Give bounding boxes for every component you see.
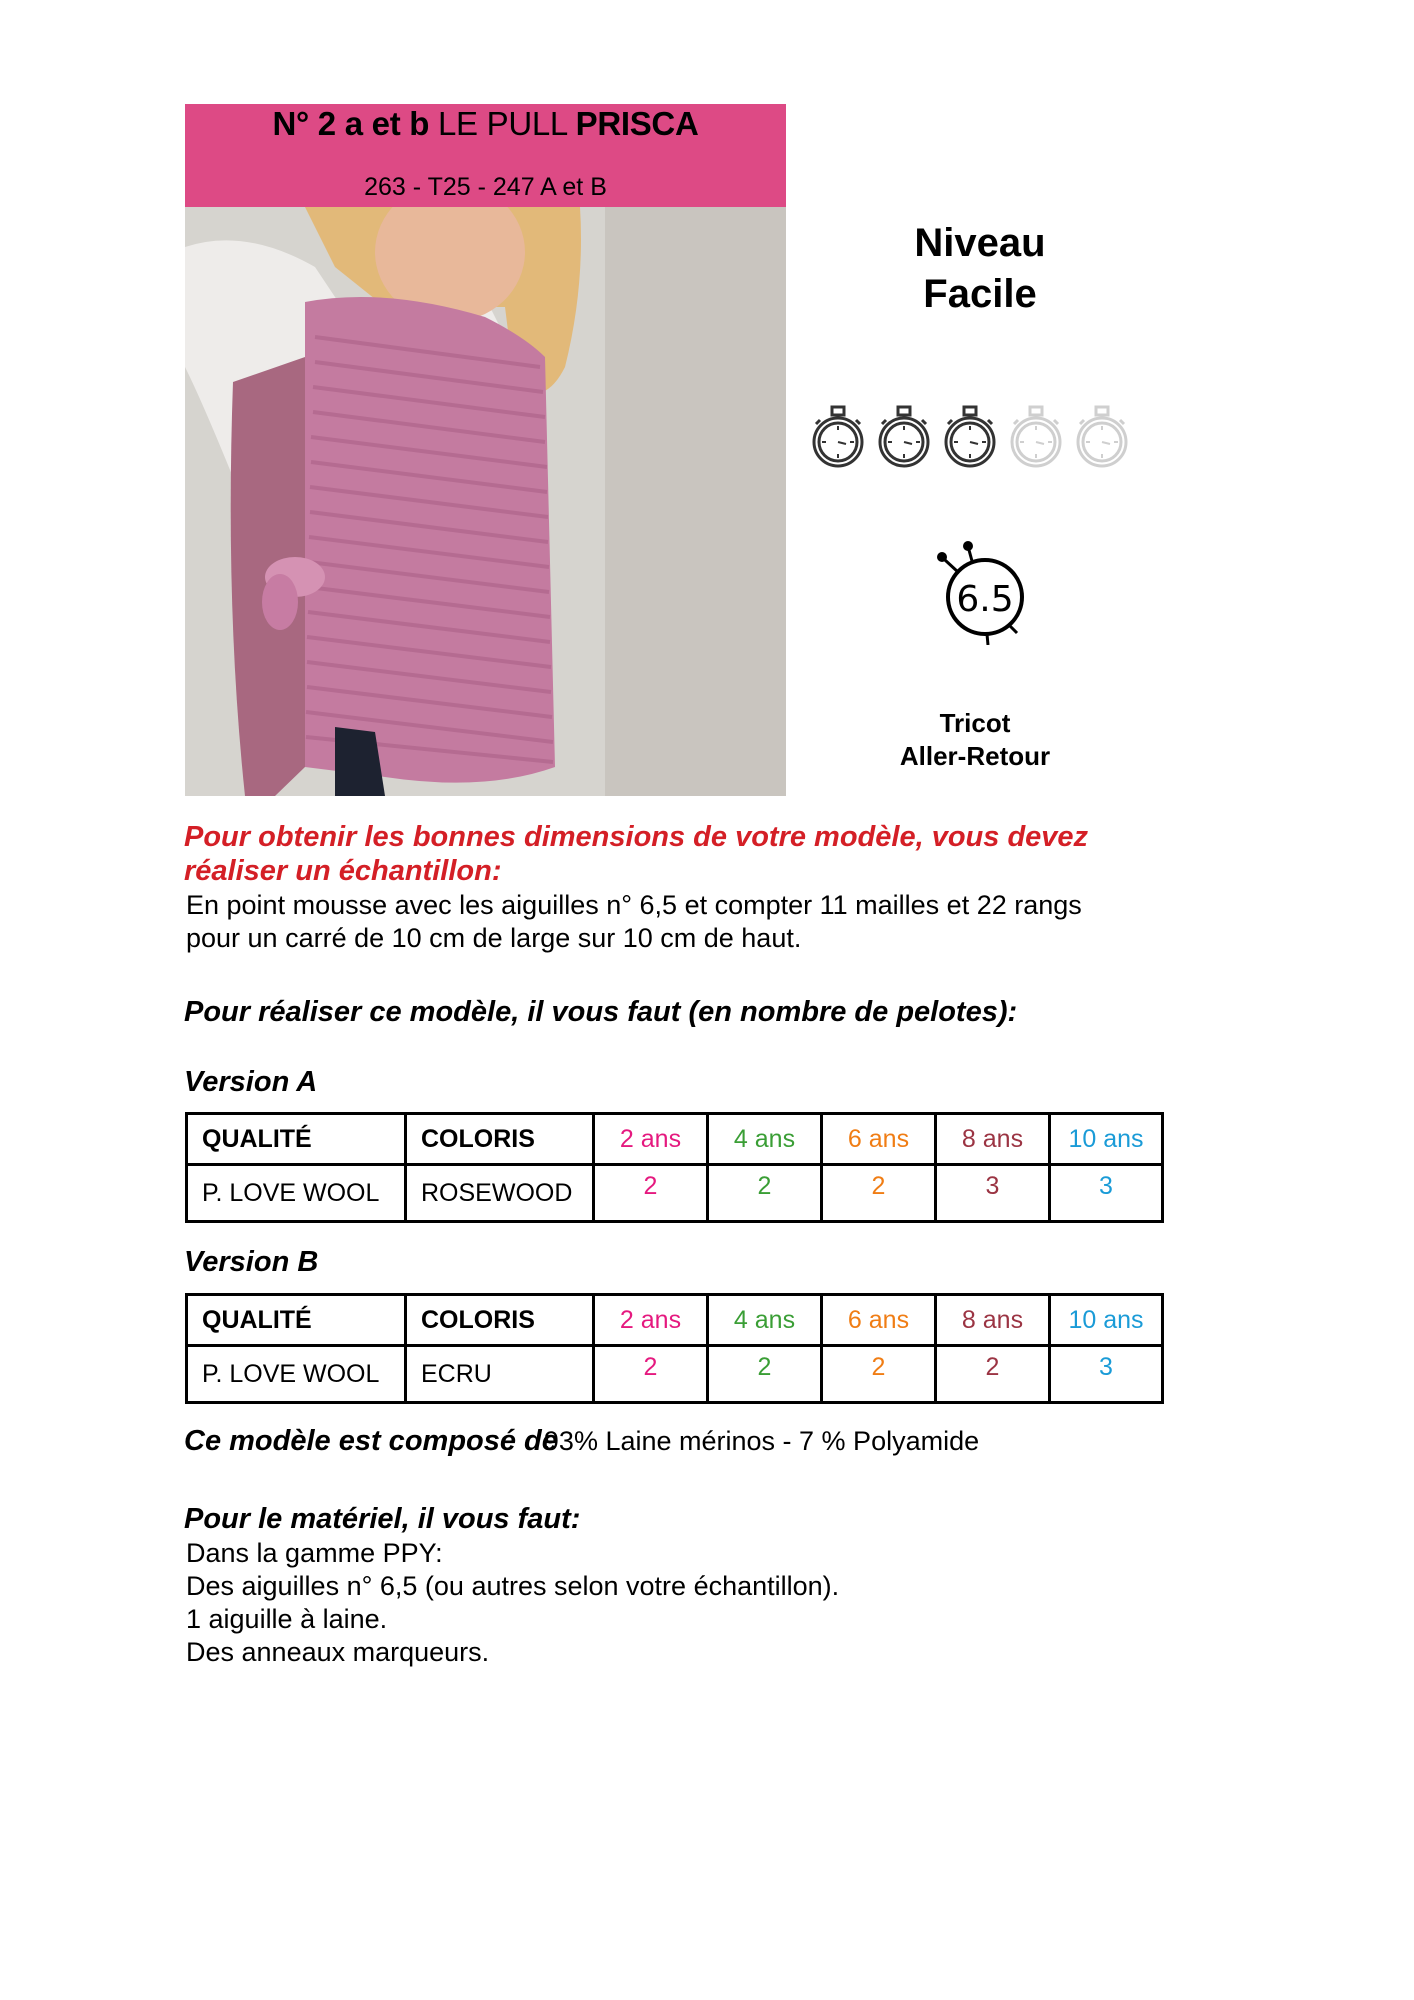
cell-size-4: 2 — [708, 1165, 822, 1222]
header-size-6: 6 ans — [822, 1295, 936, 1346]
stopwatch-icon — [808, 404, 868, 470]
technique-line1: Tricot — [939, 708, 1011, 738]
model-photo — [185, 207, 786, 796]
material-item: Dans la gamme PPY: — [186, 1538, 443, 1568]
cell-size-8: 2 — [936, 1346, 1050, 1403]
stopwatch-icon — [874, 404, 934, 470]
header-size-2: 2 ans — [594, 1295, 708, 1346]
composition-label: Ce modèle est composé de — [184, 1425, 558, 1457]
pattern-number: N° 2 a et b — [272, 105, 430, 142]
cell-size-6: 2 — [822, 1165, 936, 1222]
difficulty-rating — [808, 404, 1148, 474]
needle-size-value: 6.5 — [956, 579, 1014, 620]
difficulty-level — [860, 218, 1100, 320]
needle-size-badge — [925, 535, 1025, 645]
header-size-2: 2 ans — [594, 1114, 708, 1165]
table-row — [187, 1165, 1163, 1222]
table-header-row — [187, 1114, 1163, 1165]
technique — [860, 707, 1090, 773]
cell-size-8: 3 — [936, 1165, 1050, 1222]
gauge-line-2: pour un carré de 10 cm de large sur 10 cm de haut. — [186, 923, 802, 953]
version-a-table — [185, 1112, 1164, 1223]
table-header-row — [187, 1295, 1163, 1346]
header-size-6: 6 ans — [822, 1114, 936, 1165]
material-title: Pour le matériel, il vous faut: — [184, 1503, 581, 1535]
header-size-4: 4 ans — [708, 1295, 822, 1346]
requirements-title: Pour réaliser ce modèle, il vous faut (en nombre de pelotes): — [184, 996, 1018, 1028]
cell-color: ECRU — [406, 1346, 594, 1403]
material-item: Des aiguilles n° 6,5 (ou autres selon votre échantillon). — [186, 1571, 840, 1601]
composition — [184, 1425, 1284, 1458]
knitting-needle-size-icon — [925, 535, 1025, 645]
header-size-10: 10 ans — [1050, 1295, 1163, 1346]
table-row — [187, 1346, 1163, 1403]
header-quality: QUALITÉ — [187, 1295, 406, 1346]
cell-color: ROSEWOOD — [406, 1165, 594, 1222]
material-list — [186, 1537, 839, 1669]
pattern-title — [185, 104, 786, 144]
material-item: 1 aiguille à laine. — [186, 1604, 388, 1634]
cell-size-10: 3 — [1050, 1165, 1163, 1222]
header-size-8: 8 ans — [936, 1114, 1050, 1165]
composition-value: 93% Laine mérinos - 7 % Polyamide — [543, 1426, 980, 1456]
cell-size-6: 2 — [822, 1346, 936, 1403]
header-color: COLORIS — [406, 1295, 594, 1346]
header-color: COLORIS — [406, 1114, 594, 1165]
version-a-label: Version A — [184, 1066, 318, 1098]
stopwatch-icon-empty — [1072, 404, 1132, 470]
header-size-4: 4 ans — [708, 1114, 822, 1165]
version-b-table — [185, 1293, 1164, 1404]
pattern-references: 263 - T25 - 247 A et B — [364, 173, 607, 201]
gauge-instructions — [186, 889, 1206, 955]
difficulty-value: Facile — [923, 272, 1037, 316]
cell-size-2: 2 — [594, 1165, 708, 1222]
cell-size-2: 2 — [594, 1346, 708, 1403]
technique-line2: Aller-Retour — [899, 741, 1051, 771]
pattern-type: LE PULL — [429, 105, 576, 142]
title-banner — [185, 104, 786, 207]
cell-size-10: 3 — [1050, 1346, 1163, 1403]
header-quality: QUALITÉ — [187, 1114, 406, 1165]
cell-quality: P. LOVE WOOL — [187, 1346, 406, 1403]
header-size-8: 8 ans — [936, 1295, 1050, 1346]
gauge-note: Pour obtenir les bonnes dimensions de votre modèle, vous devez réaliser un échantillon: — [184, 821, 1089, 887]
model-photo-illustration — [185, 207, 786, 796]
cell-quality: P. LOVE WOOL — [187, 1165, 406, 1222]
gauge-line-1: En point mousse avec les aiguilles n° 6,5 et compter 11 mailles et 22 rangs — [186, 890, 1082, 920]
stopwatch-icon-empty — [1006, 404, 1066, 470]
stopwatch-icon — [940, 404, 1000, 470]
pattern-name: PRISCA — [575, 105, 699, 142]
version-b-label: Version B — [184, 1246, 319, 1278]
difficulty-label: Niveau — [914, 221, 1046, 265]
header-size-10: 10 ans — [1050, 1114, 1163, 1165]
material-item: Des anneaux marqueurs. — [186, 1637, 490, 1667]
cell-size-4: 2 — [708, 1346, 822, 1403]
